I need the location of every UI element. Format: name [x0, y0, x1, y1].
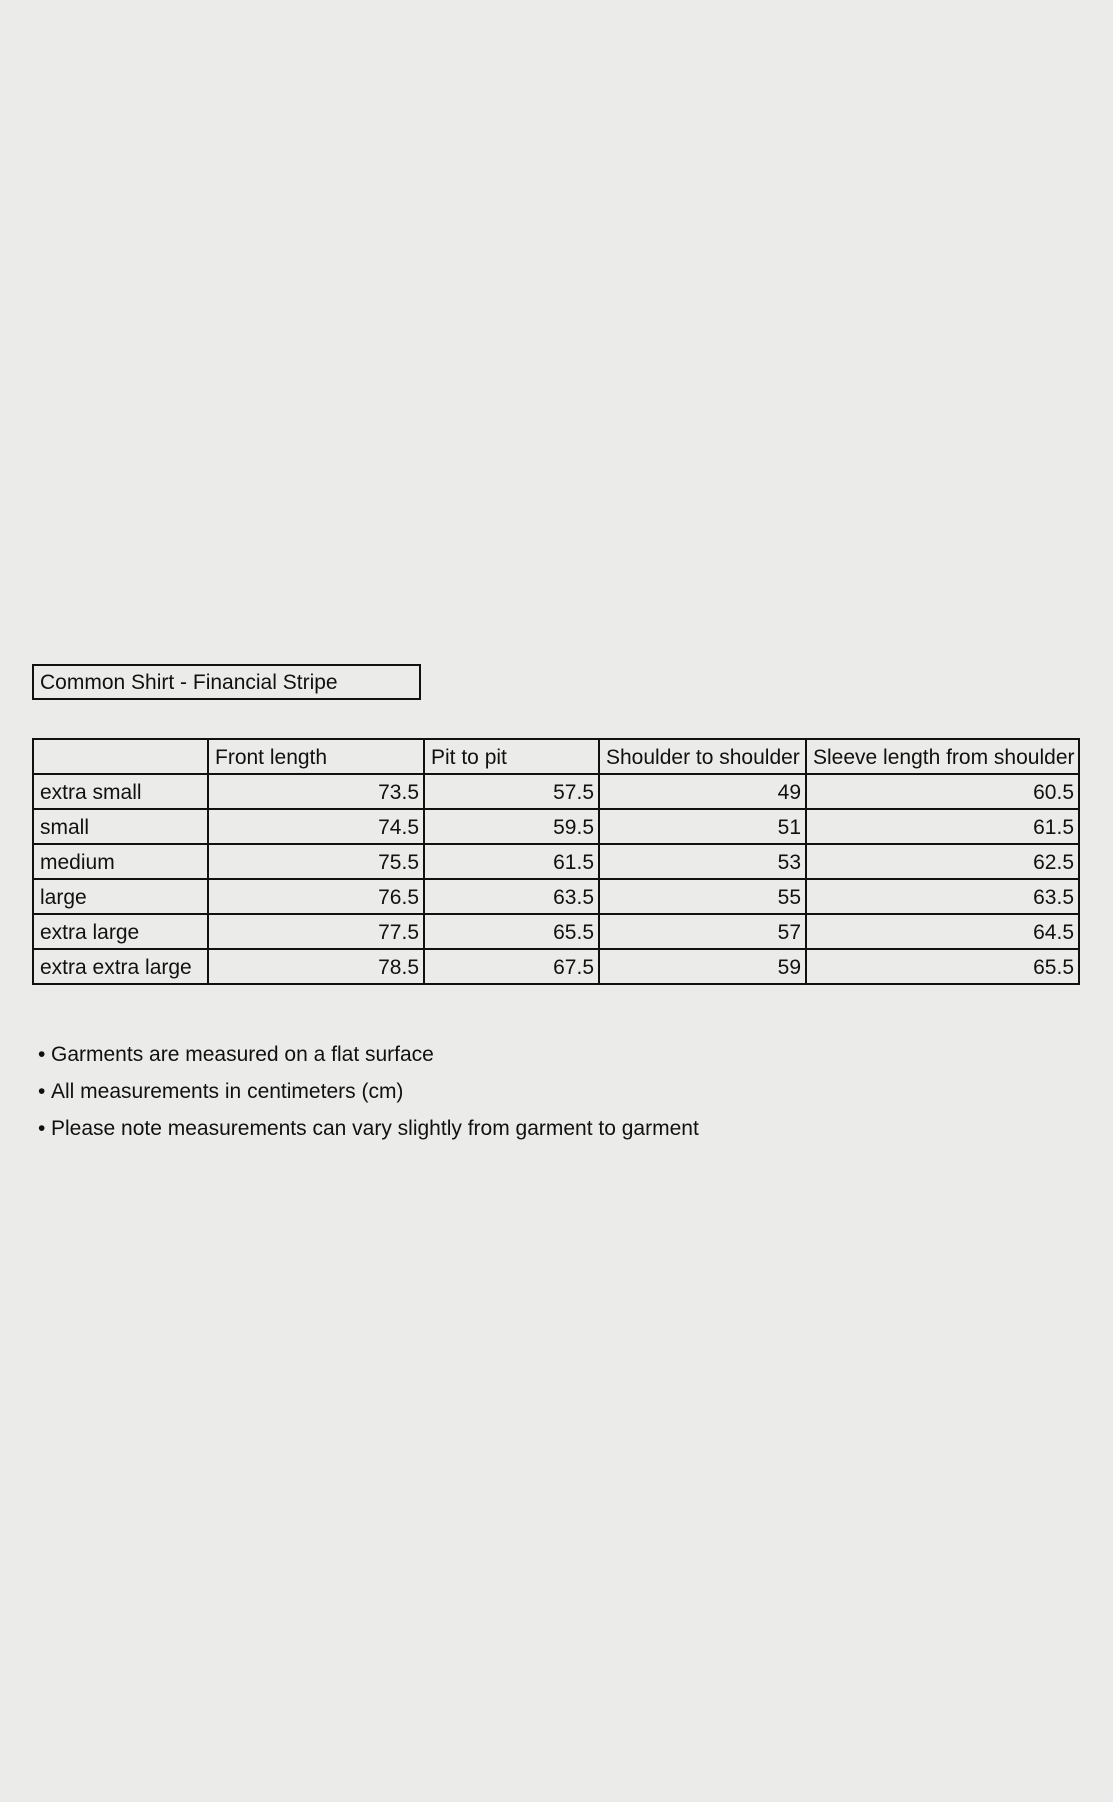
- table-row: [33, 844, 1079, 879]
- list-item: [38, 1036, 699, 1073]
- pit-to-pit-value: 67.5: [424, 949, 599, 984]
- shoulder-to-shoulder-value: 53: [599, 844, 806, 879]
- shoulder-to-shoulder-value: 55: [599, 879, 806, 914]
- sleeve-length-value: 60.5: [806, 774, 1079, 809]
- front-length-value: 73.5: [208, 774, 424, 809]
- table-header-row: [33, 739, 1079, 774]
- note-text: Garments are measured on a flat surface: [51, 1043, 434, 1066]
- pit-to-pit-value: 65.5: [424, 914, 599, 949]
- table-row: [33, 949, 1079, 984]
- table-row: [33, 774, 1079, 809]
- product-title: Common Shirt - Financial Stripe: [32, 664, 421, 700]
- list-item: [38, 1110, 699, 1147]
- pit-to-pit-value: 59.5: [424, 809, 599, 844]
- measurement-notes: [38, 1036, 699, 1147]
- header-cell-shoulder-to-shoulder: Shoulder to shoulder: [599, 739, 806, 774]
- shoulder-to-shoulder-value: 49: [599, 774, 806, 809]
- size-label: large: [33, 879, 208, 914]
- shoulder-to-shoulder-value: 51: [599, 809, 806, 844]
- size-table: [32, 738, 1080, 985]
- bullet-icon: •: [38, 1043, 46, 1066]
- front-length-value: 78.5: [208, 949, 424, 984]
- sleeve-length-value: 61.5: [806, 809, 1079, 844]
- front-length-value: 76.5: [208, 879, 424, 914]
- bullet-icon: •: [38, 1080, 46, 1103]
- header-cell-sleeve-length: Sleeve length from shoulder: [806, 739, 1079, 774]
- sleeve-length-value: 63.5: [806, 879, 1079, 914]
- size-label: extra extra large: [33, 949, 208, 984]
- header-cell-size: [33, 739, 208, 774]
- front-length-value: 74.5: [208, 809, 424, 844]
- table-row: [33, 809, 1079, 844]
- sleeve-length-value: 65.5: [806, 949, 1079, 984]
- table-row: [33, 879, 1079, 914]
- header-cell-front-length: Front length: [208, 739, 424, 774]
- note-text: Please note measurements can vary slightly from garment to garment: [51, 1117, 699, 1140]
- table-row: [33, 914, 1079, 949]
- header-cell-pit-to-pit: Pit to pit: [424, 739, 599, 774]
- size-label: small: [33, 809, 208, 844]
- shoulder-to-shoulder-value: 59: [599, 949, 806, 984]
- list-item: [38, 1073, 699, 1110]
- bullet-icon: •: [38, 1117, 46, 1140]
- size-label: extra small: [33, 774, 208, 809]
- pit-to-pit-value: 61.5: [424, 844, 599, 879]
- front-length-value: 75.5: [208, 844, 424, 879]
- size-label: extra large: [33, 914, 208, 949]
- size-label: medium: [33, 844, 208, 879]
- front-length-value: 77.5: [208, 914, 424, 949]
- sleeve-length-value: 62.5: [806, 844, 1079, 879]
- sleeve-length-value: 64.5: [806, 914, 1079, 949]
- note-text: All measurements in centimeters (cm): [51, 1080, 404, 1103]
- pit-to-pit-value: 57.5: [424, 774, 599, 809]
- shoulder-to-shoulder-value: 57: [599, 914, 806, 949]
- pit-to-pit-value: 63.5: [424, 879, 599, 914]
